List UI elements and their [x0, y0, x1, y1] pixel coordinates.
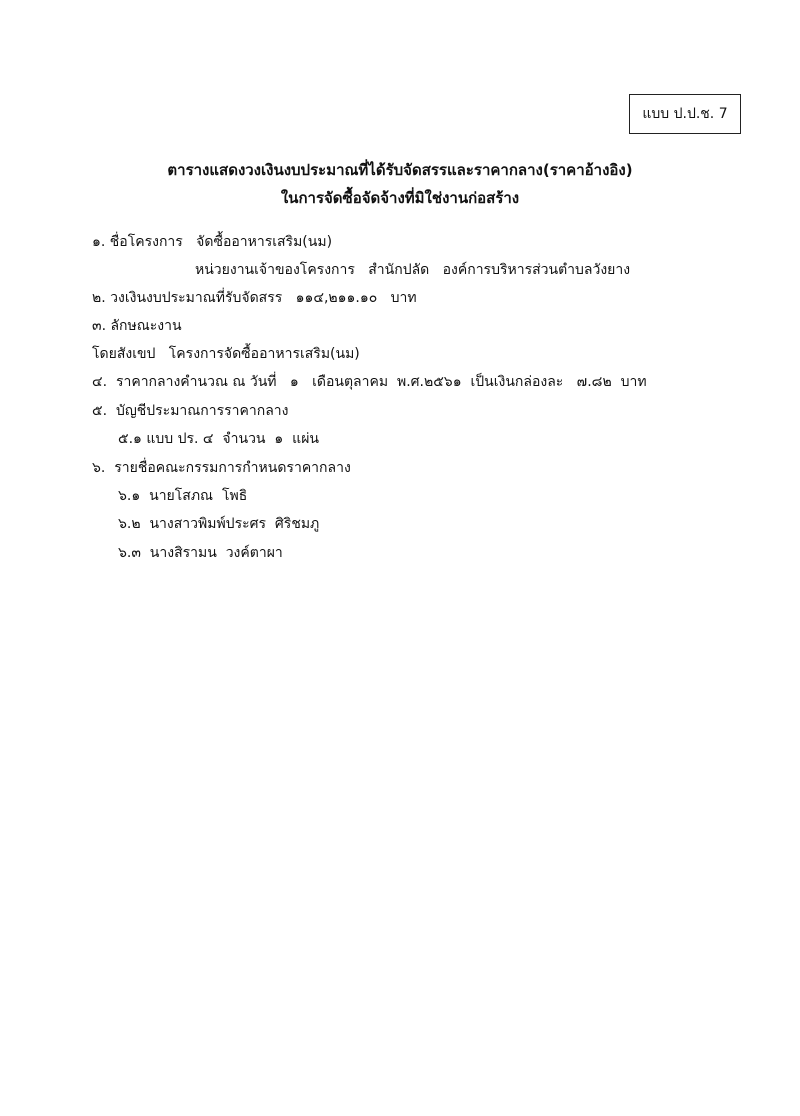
item-price-account-sub: ๕.๑ แบบ ปร. ๔ จำนวน ๑ แผ่น: [118, 431, 319, 447]
committee-member: ๖.๓ นางสิรามน วงค์ตาผา: [118, 545, 283, 561]
item-work-nature: ๓. ลักษณะงาน: [92, 318, 182, 334]
document-title-line-2: ในการจัดซื้อจัดจ้างที่มิใช่งานก่อสร้าง: [280, 189, 520, 207]
item-project-name: ๑. ชื่อโครงการ จัดซื้ออาหารเสริม(นม): [92, 234, 333, 250]
committee-member: ๖.๑ นายโสภณ โพธิ: [118, 488, 248, 504]
form-code: แบบ ป.ป.ช. 7: [642, 106, 728, 122]
document-title-line-1: ตารางแสดงวงเงินงบประมาณที่ได้รับจัดสรรและราคากลาง(ราคาอ้างอิง): [167, 161, 633, 179]
committee-member: ๖.๒ นางสาวพิมพ์ประศร ศิริชมภู: [118, 516, 320, 532]
item-budget: ๒. วงเงินงบประมาณที่รับจัดสรร ๑๑๔,๒๑๑.๑๐ บาท: [92, 290, 417, 306]
item-reference-price: ๔. ราคากลางคำนวณ ณ วันที่ ๑ เดือนตุลาคม พ.ศ.๒๕๖๑ เป็นเงินกล่องละ ๗.๘๒ บาท: [92, 374, 647, 390]
item-price-account: ๕. บัญชีประมาณการราคากลาง: [92, 403, 289, 419]
item-committee-header: ๖. รายชื่อคณะกรรมการกำหนดราคากลาง: [92, 460, 351, 476]
item-summary: โดยสังเขป โครงการจัดซื้ออาหารเสริม(นม): [92, 346, 360, 362]
form-code-box: [629, 94, 741, 134]
item-owner-unit: หน่วยงานเจ้าของโครงการ สำนักปลัด องค์การบริหารส่วนตำบลวังยาง: [195, 262, 631, 278]
